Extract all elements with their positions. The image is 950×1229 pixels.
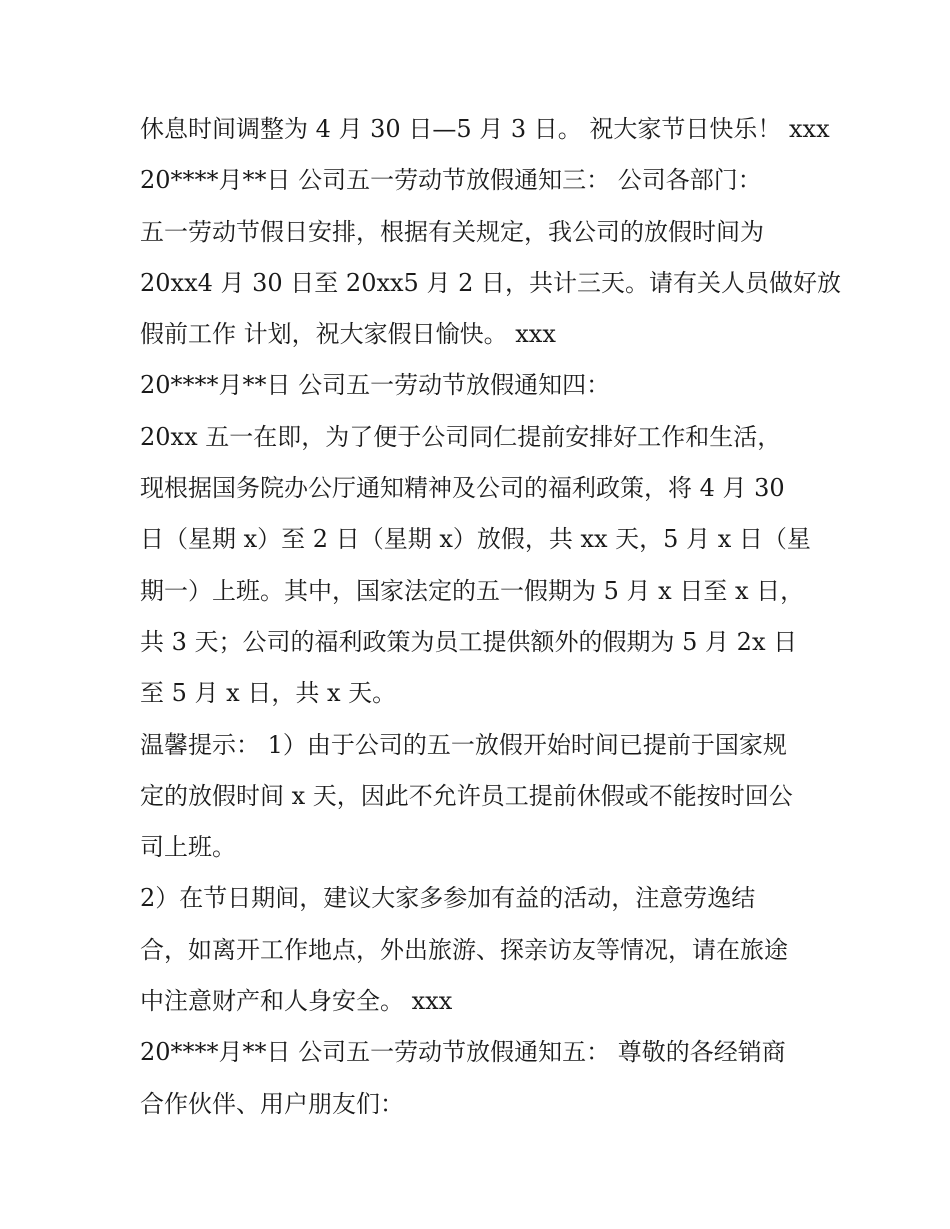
text-line: 共 3 天；公司的福利政策为员工提供额外的假期为 5 月 2x 日 <box>140 627 798 656</box>
text-line: 休息时间调整为 4 月 30 日—5 月 3 日。 祝大家节日快乐！ xxx <box>140 115 830 143</box>
text-line: 合作伙伴、用户朋友们： <box>140 1089 404 1118</box>
text-line: 假前工作 计划，祝大家假日愉快。 xxx <box>140 320 556 349</box>
text-line: 中注意财产和人身安全。 xxx <box>140 987 453 1016</box>
text-line: 日（星期 x）至 2 日（星期 x）放假，共 xx 天，5 月 x 日（星 <box>140 525 811 554</box>
text-line: 2）在节日期间，建议大家多参加有益的活动，注意劳逸结 <box>140 884 756 913</box>
text-line: 现根据国务院办公厅通知精神及公司的福利政策，将 4 月 30 <box>140 474 785 503</box>
text-line: 五一劳动节假日安排，根据有关规定，我公司的放假时间为 <box>140 217 764 246</box>
text-line: 合，如离开工作地点，外出旅游、探亲访友等情况，请在旅途 <box>140 935 788 964</box>
text-line: 期一）上班。其中，国家法定的五一假期为 5 月 x 日至 x 日， <box>140 576 805 605</box>
text-line: 温馨提示： 1）由于公司的五一放假开始时间已提前于国家规 <box>140 730 787 759</box>
text-line: 至 5 月 x 日，共 x 天。 <box>140 679 397 708</box>
text-line: 司上班。 <box>140 833 236 862</box>
text-line: 定的放假时间 x 天，因此不允许员工提前休假或不能按时回公 <box>140 781 793 810</box>
text-line: 20****月**日 公司五一劳动节放假通知三： 公司各部门： <box>140 166 762 195</box>
text-line: 20****月**日 公司五一劳动节放假通知四： <box>140 371 611 400</box>
text-line: 20xx4 月 30 日至 20xx5 月 2 日，共计三天。请有关人员做好放 <box>140 268 841 297</box>
text-line: 20****月**日 公司五一劳动节放假通知五： 尊敬的各经销商 <box>140 1038 786 1067</box>
text-line: 20xx 五一在即，为了便于公司同仁提前安排好工作和生活， <box>140 422 782 451</box>
document-body <box>140 104 841 1130</box>
